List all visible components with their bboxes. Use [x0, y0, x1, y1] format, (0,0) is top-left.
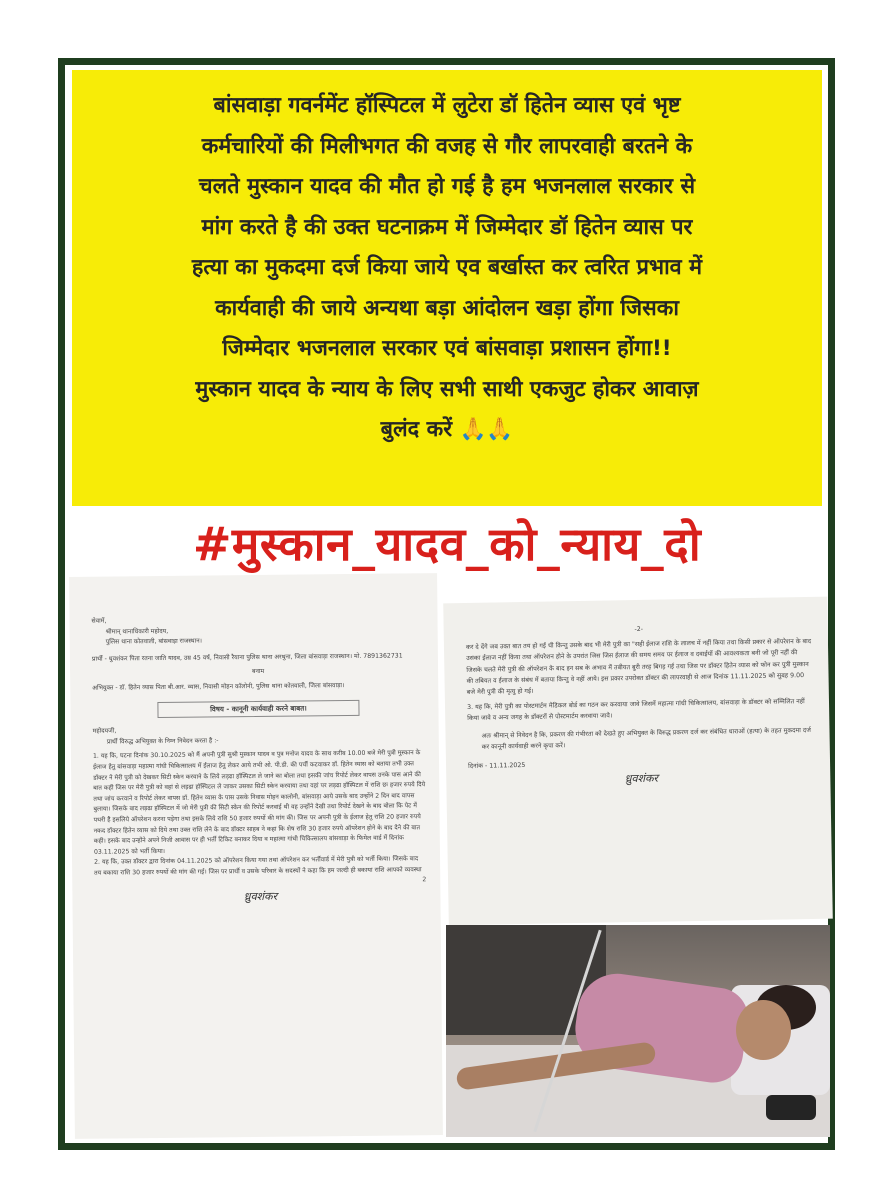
letter-addressee: श्रीमान् थानाधिकारी महोदय,	[105, 627, 169, 636]
letter-prayer: अतः श्रीमान् से निवेदन है कि, प्रकरण की गंभीरता को देखते हुए अभियुक्त के विरुद्ध प्रकरण दर्ज कर संबंधित धाराओं (हत्या) के तहत मुकदमा दर्ज कर कानूनी कार्यवाही करने कृपा करें।	[481, 726, 811, 751]
banner-line: बांसवाड़ा गवर्नमेंट हॉस्पिटल में लुटेरा डॉ हितेन व्यास एवं भृष्ट	[213, 93, 681, 118]
announcement-banner	[72, 70, 822, 506]
letter-paragraph-1: 1. यह कि, घटना दिनांक 30.10.2025 को मैं अपनी पुत्री सुश्री मुस्कान यादव व पुत्र मनोज यादव के साथ करीब 10.00 बजे मेरी पुत्री मुस्कान के ईलाज हेतु बांसवाड़ा महात्मा गांधी चिकित्सालय में ईलाज हेतु लेकर आये तभी ओ. पी.डी. की पर्ची कटवाकर डॉ. हितेन व्यास को बताया तभी उक्त डॉक्टर ने मेरी पुत्री को देखकर सिटी स्केन करवाने के लिये लड़ढा हॉस्पिटल ले जाने का बोला तथा इसकी जांच रिपोर्ट लेकर वापस उनके पास आने की बात कही जिस पर मेरी पुत्री को वहां से लड़ढा हॉस्पिटल ले जाकर उसका सिटी स्केन करवाया तथा वहां पर लड़ढा हॉस्पिटल में राशि छः हजार रुपये दिये तथा जांच करवाने व रिपोर्ट लेकर वापस डॉ. हितेन व्यास के पास उसके निवास मोहन कालोनी, बांसवाड़ा आये उसके बाद उन्होंने 2 दिन बाद वापस बुलाया। जिसके बाद लड़ढा हॉस्पिटल में जो मेरी पुत्री की सिटी स्केन की रिपोर्ट करवाई थी वह उन्होंने देखी तथा रिपोर्ट देखने के बाद बोला कि पेट में पथरी है इसलिये ऑपरेशन करना पड़ेगा तथा इसके लिये राशि 50 हजार रुपयों की मांग की। जिस पर अपनी पुत्री के ईलाज हेतु राशि 20 हजार रुपये नकद डॉक्टर हितेन व्यास को दिये तथा उक्त राशि लेने के बाद डॉक्टर साहब ने कहा कि शेष राशि 30 हजार रुपये ऑपरेशन होने के बाद देने की बात कही। इसके बाद उन्होंने अपने निजी आवास पर ही भर्ती टिकिट बनाकर दिया व महात्मा गांधी चिकित्सालय बांसवाड़ा के फिमेल वार्ड में दिनांक 03.11.2025 को भर्ती किया।	[92, 749, 426, 856]
photo-head	[736, 1000, 791, 1060]
banner-line: चलते मुस्कान यादव की मौत हो गई है हम भजनलाल सरकार से	[198, 174, 696, 199]
versus-label: बनाम	[251, 668, 265, 676]
signature: ध्रुवशंकर	[243, 889, 278, 904]
letter-greeting: महोदयजी,	[92, 727, 117, 735]
signature: ध्रुवशंकर	[624, 771, 659, 786]
page-number: 2	[422, 876, 427, 884]
accused-label: अभियुक्त -	[92, 684, 118, 692]
letter-police-station: पुलिस थाना कोतवाली, बांसवाड़ा राजस्थान।	[105, 637, 203, 646]
accused-details: डॉ. हितेन व्यास पिता बी.आर. व्यास, निवासी मोहन कॉलोनी, पुलिस थाना कोतवाली, जिला बांसवाड़ा।	[119, 682, 345, 692]
letter-salutation: सेवामें,	[91, 617, 107, 625]
complaint-letter-page-2	[443, 597, 833, 926]
page-marker: -2-	[634, 625, 644, 634]
banner-line: हत्या का मुकदमा दर्ज किया जाये एव बर्खास्त कर त्वरित प्रभाव में	[191, 255, 703, 280]
banner-line: कार्यवाही की जाये अन्यथा बड़ा आंदोलन खड़ा होंगा जिसका	[215, 295, 679, 321]
banner-line: मुस्कान यादव के न्याय के लिए सभी साथी एकजुट होकर आवाज़	[195, 376, 699, 402]
hashtag-heading: #मुस्कान_यादव_को_न्याय_दो	[192, 517, 702, 571]
banner-line: कर्मचारियों की मिलीभगत की वजह से गौर लापरवाही बरतने के	[201, 133, 693, 159]
letter-subject: विषय - कानूनी कार्यवाही करने बाबत।	[158, 699, 359, 718]
hospital-patient-photo	[446, 925, 830, 1137]
letter-intro: प्रार्थी विरुद्ध अभियुक्त के निम्न निवेदन करता है :-	[106, 737, 219, 746]
banner-line: मांग करते है की उक्त घटनाक्रम में जिम्मेदार डॉ हितेन व्यास पर	[201, 214, 693, 240]
complainant-label: प्रार्थी -	[91, 655, 107, 663]
banner-line: बुलंद करें 🙏🙏	[380, 417, 514, 442]
letter-paragraph-2: 2. यह कि, उक्त डॉक्टर द्वारा दिनांक 04.11.2025 को ऑपरेशन किया गया तथा ऑपरेशन कर भर्तीवार्ड में मेरी पुत्री को भर्ती किया। जिसके बाद तय बकाया राशि 30 हजार रुपयों की मांग की गई। जिस पर प्रार्थी व उसके परिवार के सदस्यों ने कहा कि हम जल्दी ही बकाया राशि आपको व्यवस्था	[94, 855, 422, 877]
letter-paragraph-3: 3. यह कि, मेरी पुत्री का पोस्टमार्टम मेडिकल बोर्ड का गठन कर करवाया जावे जिसमें महात्मा गांधी चिकित्सालय, बांसवाड़ा के डॉक्टर को सम्मिलित नहीं किया जावे व अन्य जगह के डॉक्टरों से पोस्टमार्टम करवाया जावे।	[466, 698, 805, 723]
banner-line: जिम्मेदार भजनलाल सरकार एवं बांसवाड़ा प्रशासन होंगा!!	[222, 336, 672, 361]
letter-paragraph-continued: कर दे देंगे जब उक्त बात तय हो गई थी किन्तु उसके बाद भी मेरी पुत्री का "सही ईलाज राशि के लालच में नहीं किया तथा किसी प्रकार से ऑपरेशन के बाद उसका ईलाज नहीं किया तथा ऑपरेशन होने के उपरांत जिस जिस ईलाज की समय समय पर ईलाज व दवाईयों की आवश्यकता बनी जो पूरी नहीं की जिसके चलते मेरी पुत्री की ऑपरेशन के बाद इन सब के अभाव में तबीयत बुरी तरह बिगड़ गई तथा जिस पर डॉक्टर हितेन व्यास को फोन कर पुत्री मुस्कान की तबियत व ईलाज के संबंध में बताया किन्तु वे नहीं आये। इस प्रकार उपरोक्त डॉक्टर की लापरवाही से आज दिनांक 11.11.2025 को सुबह 9.00 बजे मेरी पुत्री की मृत्यु हो गई।	[465, 638, 812, 696]
photo-bp-cuff	[766, 1095, 816, 1120]
letter-date: दिनांक - 11.11.2025	[468, 761, 526, 770]
complainant-details: धुवशंकर पिता रतना जाति यादव, उम्र 45 वर्ष, निवासी रैयाना पुलिस थाना अरथुना, जिला बांसवाड़ा राजस्थान। मो. 7891362731	[108, 652, 403, 663]
complaint-letter-page-1	[69, 573, 443, 1139]
